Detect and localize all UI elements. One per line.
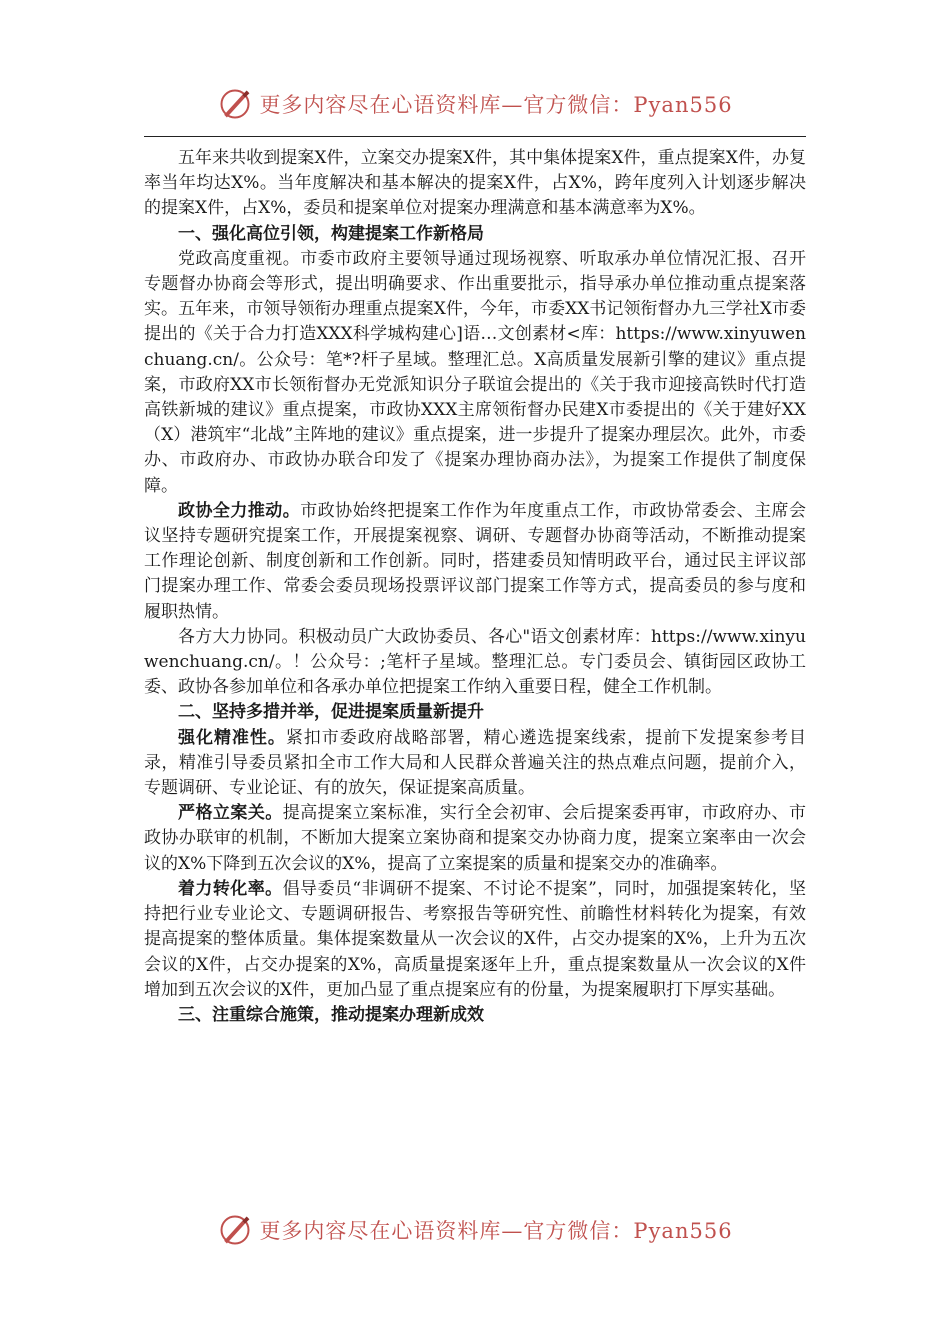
paragraph-body: 倡导委员“非调研不提案、不讨论不提案”，同时，加强提案转化，坚持把行业专业论文、专题调研报告、考察报告等研究性、前瞻性材料转化为提案，有效提高提案的整体质量。集体提案数量从一次会议的X件，占交办提案的X%，上升为五次会议的X件，占交办提案的X%，高质量提案逐年上升，重点提案数量从一次会议的X件增加到五次会议的X件，更加凸显了重点提案应有的份量，为提案履职打下厚实基础。 [144,878,806,1000]
paragraph-body: 市政协始终把提案工作作为年度重点工作，市政协常委会、主席会议坚持专题研究提案工作，开展提案视察、调研、专题督办协商等活动，不断推动提案工作理论创新、制度创新和工作创新。同时，搭建委员知情明政平台，通过民主评议部门提案办理工作、常委会委员现场投票评议部门提案工作等方式，提高委员的参与度和履职热情。 [144,500,807,622]
paragraph: 五年来共收到提案X件，立案交办提案X件，其中集体提案X件，重点提案X件，办复率当年均达X%。当年度解决和基本解决的提案X件，占X%，跨年度列入计划逐步解决的提案X件，占X%，委员和提案单位对提案办理满意和基本满意率为X%。 [144,148,806,219]
header-watermark [0,82,950,126]
paragraph [144,877,806,1003]
paragraph: 党政高度重视。市委市政府主要领导通过现场视察、听取承办单位情况汇报、召开专题督办协商会等形式，提出明确要求、作出重要批示，指导承办单位推动重点提案落实。五年来，市领导领衔办理重点提案X件，今年，市委XX书记领衔督办九三学社X市委提出的《关于合力打造XXX科学城构建心]语…文创素材<库：https://www.xinyuwenchuang.cn/。公众号：笔*?杆子星域。整理汇总。X高质量发展新引擎的建议》重点提案，市政府XX市长领衔督办无党派知识分子联谊会提出的《关于我市迎接高铁时代打造高铁新城的建议》重点提案，市政协XXX主席领衔督办民建X市委提出的《关于建好XX（X）港筑牢“北战”主阵地的建议》重点提案，进一步提升了提案办理层次。此外，市委办、市政府办、市政协办联合印发了《提案办理协商办法》，为提案工作提供了制度保障。 [144,248,806,496]
pen-logo-icon [217,1212,253,1248]
paragraph-lead: 着力转化率。 [178,878,283,899]
paragraph [144,801,806,877]
paragraph [144,499,806,625]
header-divider [144,136,806,137]
footer-watermark [0,1208,950,1252]
paragraph: 各方大力协同。积极动员广大政协委员、各心"语文创素材库：https://www.xinyuwenchuang.cn/。！公众号：;笔杆子星域。整理汇总。专门委员会、镇街园区政协工委、政协各参加单位和各承办单位把提案工作纳入重要日程，健全工作机制。 [144,626,806,698]
paragraph-lead: 政协全力推动。 [178,500,301,521]
pen-logo-icon [217,86,253,122]
paragraph-lead: 强化精准性。 [178,727,286,748]
paragraph-lead: 严格立案关。 [178,803,283,824]
paragraph [144,726,806,802]
watermark-text: 更多内容尽在心语资料库—官方微信：Pyan556 [259,1219,733,1243]
document-body [144,146,806,1028]
watermark-text: 更多内容尽在心语资料库—官方微信：Pyan556 [259,93,733,117]
section-heading: 二、坚持多措并举，促进提案质量新提升 [178,702,484,723]
section-heading: 三、注重综合施策，推动提案办理新成效 [178,1004,484,1025]
section-heading: 一、强化高位引领，构建提案工作新格局 [178,223,484,244]
paragraph-body: 提高提案立案标准，实行全会初审、会后提案委再审，市政府办、市政协办联审的机制，不断加大提案立案协商和提案交办协商力度，提案立案率由一次会议的X%下降到五次会议的X%，提高了立案提案的质量和提案交办的准确率。 [144,803,807,874]
paragraph-body: 紧扣市委政府战略部署，精心遴选提案线索，提前下发提案参考目录，精准引导委员紧扣全市工作大局和人民群众普遍关注的热点难点问题，提前介入，专题调研、专业论证、有的放矢，保证提案高质量。 [144,727,807,799]
